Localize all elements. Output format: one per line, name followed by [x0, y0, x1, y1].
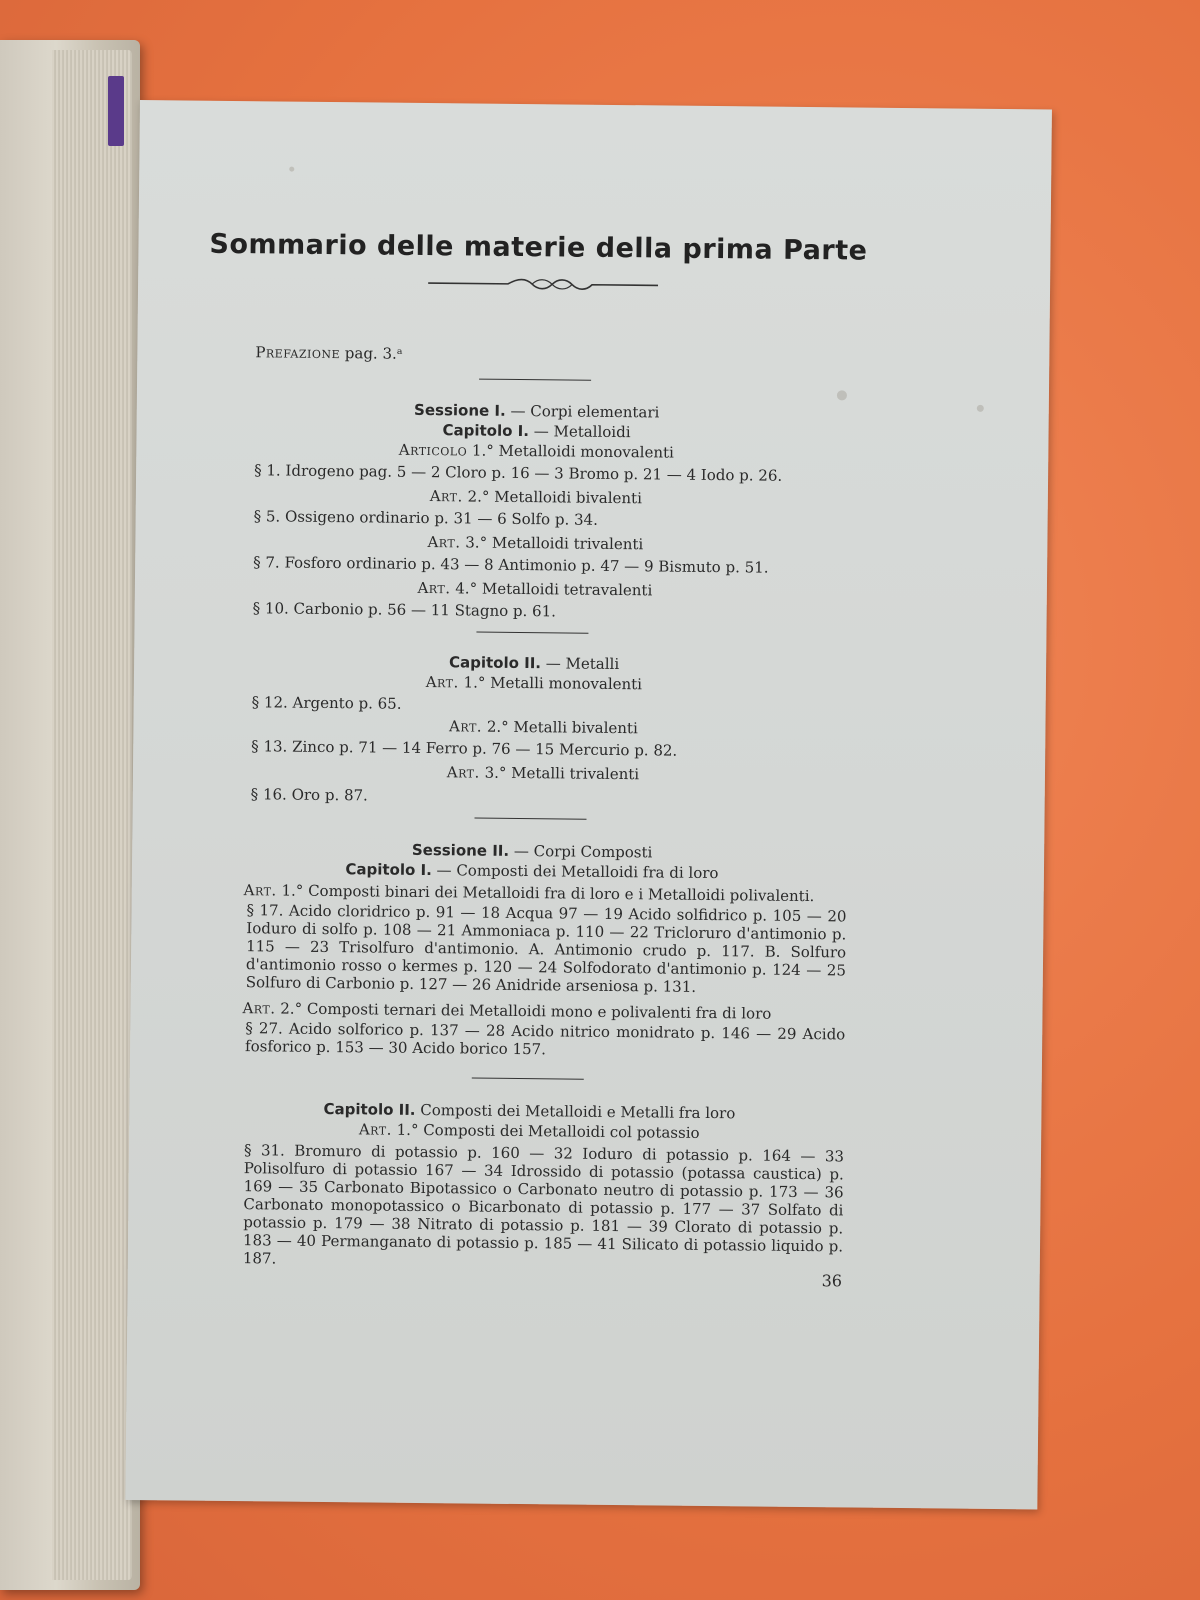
- sessione-2-title: — Corpi Composti: [513, 841, 653, 862]
- capitolo-label: Capitolo II.: [323, 1099, 416, 1119]
- sessione-2-label: Sessione II.: [411, 840, 510, 860]
- articolo-title: 3.° Metalli trivalenti: [484, 763, 640, 784]
- capitolo-title: — Metalloidi: [533, 422, 631, 442]
- capitolo-title: — Composti dei Metalloidi fra di loro: [436, 861, 719, 883]
- entry-line: § 13. Zinco p. 71 — 14 Ferro p. 76 — 15 Mercurio p. 82.: [251, 737, 678, 760]
- articolo-label: Art.: [358, 1120, 392, 1139]
- capitolo-label: Capitolo I.: [345, 860, 432, 880]
- section-rule: [472, 1078, 584, 1080]
- sessione-1-title: — Corpi elementari: [510, 401, 660, 422]
- entry-line: § 7. Fosforo ordinario p. 43 — 8 Antimonio p. 47 — 9 Bismuto p. 51.: [253, 553, 769, 577]
- section-rule: [479, 379, 591, 381]
- prefazione-label: Prefazione: [255, 343, 341, 363]
- sessione-1-label: Sessione I.: [414, 400, 506, 420]
- bookmark-ribbon: [108, 76, 124, 146]
- book-page-stack: [0, 40, 140, 1590]
- articolo-label: Art.: [448, 717, 483, 736]
- entry-paragraph-text: § 27. Acido solforico p. 137 — 28 Acido nitrico monidrato p. 146 — 29 Acido fosforico p. 153 — 30 Acido borico 157.: [245, 1019, 846, 1059]
- articolo-title: 1.° Composti dei Metalloidi col potassio: [396, 1120, 700, 1142]
- articolo-title: 1.° Composti binari dei Metalloidi fra di loro e i Metalloidi polivalenti.: [281, 881, 815, 906]
- capitolo-title: Composti dei Metalloidi e Metalli fra loro: [420, 1100, 736, 1123]
- page-edges: [52, 50, 132, 1580]
- prefazione-page: pag. 3.ᵃ: [344, 344, 403, 363]
- articolo-title: 3.° Metalloidi trivalenti: [465, 533, 644, 554]
- entry-line: § 5. Ossigeno ordinario p. 31 — 6 Solfo p. 34.: [253, 507, 599, 529]
- articolo-label: Articolo: [398, 440, 468, 460]
- articolo-title: 2.° Metalloidi bivalenti: [467, 487, 643, 508]
- page-number: 36: [821, 1271, 843, 1291]
- articolo-label: Art.: [429, 487, 463, 506]
- articolo-label: Art.: [243, 881, 277, 900]
- section-rule: [476, 632, 588, 634]
- ornament-divider-icon: [428, 273, 658, 295]
- articolo-title: 2.° Composti ternari dei Metalloidi mono e polivalenti fra di loro: [280, 999, 772, 1023]
- articolo-label: Art.: [242, 999, 276, 1018]
- articolo-label: Art.: [427, 533, 461, 552]
- prefazione-line: [255, 343, 402, 363]
- entry-paragraph: [220, 1019, 845, 1062]
- capitolo-label: Capitolo II.: [448, 653, 542, 673]
- entry-paragraph-text: § 31. Bromuro di potassio p. 160 — 32 Ioduro di potassio p. 164 — 33 Polisolfuro di potassio 167 — 34 Idrossido di potassio (potassa caustica) p. 169 — 35 Carbonato Bipotassico o Carbonato neutro di potassio p. 173 — 36 Carbonato monopotassico o Bicarbonato di potassio p. 177 — 37 Solfato di potassio p. 179 — 38 Nitrato di potassio p. 181 — 39 Clorato di potassio p. 183 — 40 Permanganato di potassio p. 185 — 41 Silicato di potassio liquido p. 187.: [242, 1141, 845, 1268]
- articolo-label: Art.: [417, 578, 451, 598]
- document-page: [125, 100, 1052, 1509]
- entry-line: § 12. Argento p. 65.: [251, 693, 402, 713]
- articolo-label: Art.: [425, 673, 459, 692]
- articolo-title: 2.° Metalli bivalenti: [486, 717, 638, 738]
- capitolo-label: Capitolo I.: [442, 421, 530, 441]
- entry-paragraph: [218, 1141, 844, 1274]
- articolo-heading: [143, 760, 943, 786]
- articolo-title: 1.° Metalli monovalenti: [463, 673, 643, 694]
- entry-line: § 1. Idrogeno pag. 5 — 2 Cloro p. 16 — 3 Bromo p. 21 — 4 Iodo p. 26.: [254, 461, 783, 485]
- section-rule: [474, 818, 586, 820]
- entry-line: § 10. Carbonio p. 56 — 11 Stagno p. 61.: [252, 599, 557, 621]
- entry-line: § 16. Oro p. 87.: [250, 785, 368, 805]
- articolo-title: 1.° Metalloidi monovalenti: [471, 441, 674, 462]
- entry-paragraph: [221, 901, 847, 998]
- entry-paragraph-text: § 17. Acido cloridrico p. 91 — 18 Acqua 97 — 19 Acido solfidrico p. 105 — 20 Ioduro di solfo p. 108 — 21 Ammoniaca p. 110 — 22 Tricloruro d'antimonio p. 115 — 23 Trisolfuro d'antimonio. A. Antimonio crudo p. 117. B. Solfuro d'antimonio rosso o kermes p. 120 — 24 Solfodorato d'antimonio p. 124 — 25 Solfuro di Carbonio p. 127 — 26 Anidride arseniosa p. 131.: [245, 901, 847, 996]
- articolo-title: 4.° Metalloidi tetravalenti: [455, 579, 653, 600]
- articolo-label: Art.: [446, 763, 480, 782]
- document-title: Sommario delle materie della prima Parte: [209, 228, 868, 267]
- document-content: [125, 100, 1052, 1509]
- capitolo-title: — Metalli: [545, 654, 620, 674]
